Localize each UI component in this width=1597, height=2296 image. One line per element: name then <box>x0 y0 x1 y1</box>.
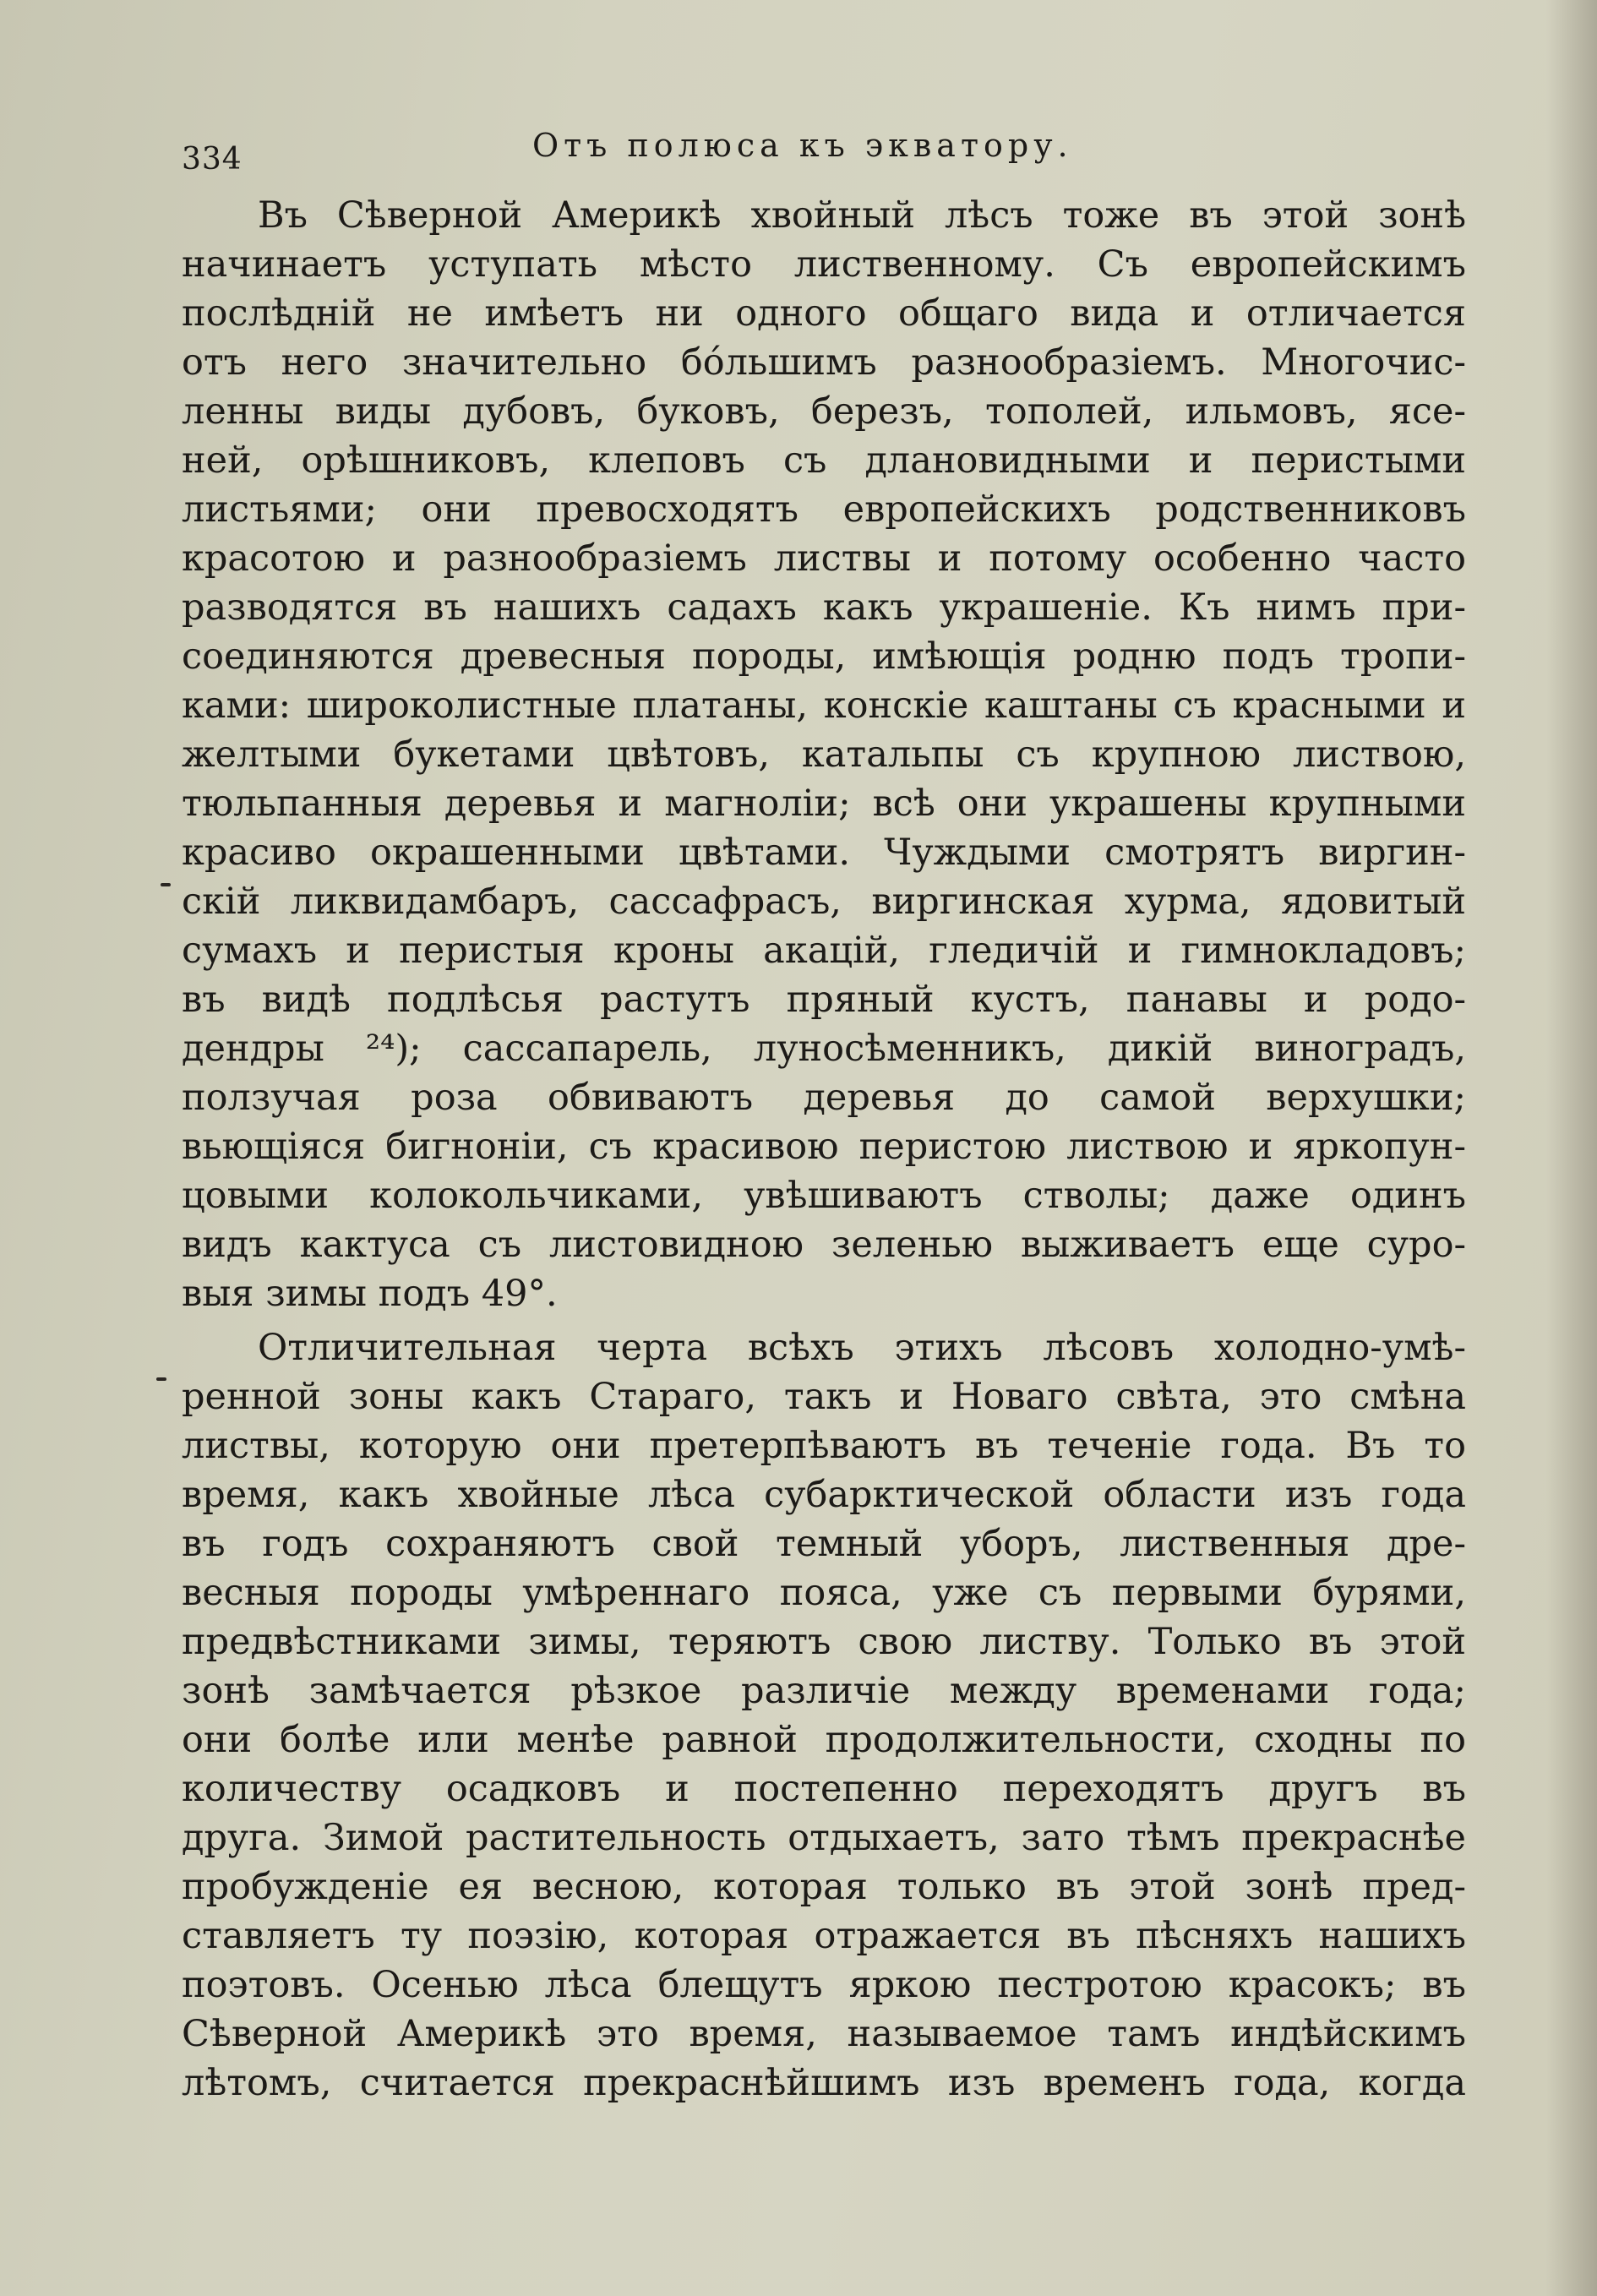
text-line: въ видѣ подлѣсья растутъ пряный кустъ, панавы и родо- <box>182 979 1466 1021</box>
text-line: видъ кактуса съ листовидною зеленью выживаетъ еще суро- <box>182 1224 1466 1266</box>
text-line: въ годъ сохраняютъ свой темный уборъ, лиственныя дре- <box>182 1523 1466 1565</box>
text-line: скій ликвидамбаръ, сассафрасъ, виргинская хурма, ядовитый <box>182 881 1466 923</box>
text-line: начинаетъ уступать мѣсто лиственному. Съ европейскимъ <box>182 243 1466 286</box>
body-text <box>182 191 1466 2108</box>
margin-mark <box>156 1377 166 1381</box>
text-line: сумахъ и перистыя кроны акацій, гледичій и гимнокладовъ; <box>182 930 1466 972</box>
running-head <box>173 127 1458 186</box>
text-line: послѣдній не имѣетъ ни одного общаго вида и отличается <box>182 292 1466 335</box>
text-line: поэтовъ. Осенью лѣса блещутъ яркою пестротою красокъ; въ <box>182 1964 1466 2006</box>
text-line: Отличительная черта всѣхъ этихъ лѣсовъ холодно-умѣ- <box>258 1327 1466 1369</box>
text-line: ками: широколистные платаны, конскіе каштаны съ красными и <box>182 684 1466 727</box>
text-line: пробужденіе ея весною, которая только въ этой зонѣ пред- <box>182 1866 1466 1908</box>
text-line: предвѣстниками зимы, теряютъ свою листву. Только въ этой <box>182 1621 1466 1663</box>
text-line: красотою и разнообразіемъ листвы и потому особенно часто <box>182 537 1466 580</box>
text-line: количеству осадковъ и постепенно переходятъ другъ въ <box>182 1768 1466 1810</box>
text-line: ленны виды дубовъ, буковъ, березъ, тополей, ильмовъ, ясе- <box>182 390 1466 433</box>
text-line: листвы, которую они претерпѣваютъ въ теченіе года. Въ то <box>182 1425 1466 1467</box>
text-line: Въ Сѣверной Америкѣ хвойный лѣсъ тоже въ этой зонѣ <box>258 194 1466 237</box>
text-line: время, какъ хвойные лѣса субарктической области изъ года <box>182 1474 1466 1516</box>
text-line: ней, орѣшниковъ, клеповъ съ длановидными и перистыми <box>182 439 1466 482</box>
running-title: Отъ полюса къ экватору. <box>532 127 1073 164</box>
text-line: дендры ²⁴); сассапарель, луносѣменникъ, дикій виноградъ, <box>182 1028 1466 1070</box>
margin-mark <box>161 883 171 886</box>
text-line: цовыми колокольчиками, увѣшиваютъ стволы; даже одинъ <box>182 1175 1466 1217</box>
text-line: выя зимы подъ 49°. <box>182 1273 558 1315</box>
text-line: желтыми букетами цвѣтовъ, катальпы съ крупною листвою, <box>182 734 1466 776</box>
page-number: 334 <box>182 142 243 177</box>
text-line: лѣтомъ, считается прекраснѣйшимъ изъ временъ года, когда <box>182 2062 1466 2104</box>
text-line: ренной зоны какъ Стараго, такъ и Новаго свѣта, это смѣна <box>182 1376 1466 1418</box>
text-line: тюльпанныя деревья и магноліи; всѣ они украшены крупными <box>182 783 1466 825</box>
text-line: весныя породы умѣреннаго пояса, уже съ первыми бурями, <box>182 1572 1466 1614</box>
text-line: отъ него значительно бóльшимъ разнообразіемъ. Многочис- <box>182 341 1466 384</box>
paragraph-1 <box>182 191 1466 1318</box>
text-line: ползучая роза обвиваютъ деревья до самой верхушки; <box>182 1077 1466 1119</box>
text-line: они болѣе или менѣе равной продолжительности, сходны по <box>182 1719 1466 1761</box>
text-line: зонѣ замѣчается рѣзкое различіе между временами года; <box>182 1670 1466 1712</box>
text-line: разводятся въ нашихъ садахъ какъ украшеніе. Къ нимъ при- <box>182 586 1466 629</box>
text-line: Сѣверной Америкѣ это время, называемое тамъ индѣйскимъ <box>182 2013 1466 2055</box>
text-line: ставляетъ ту поэзію, которая отражается въ пѣсняхъ нашихъ <box>182 1915 1466 1957</box>
text-line: красиво окрашенными цвѣтами. Чуждыми смотрятъ виргин- <box>182 832 1466 874</box>
text-line: соединяются древесныя породы, имѣющія родню подъ тропи- <box>182 635 1466 678</box>
text-line: друга. Зимой растительность отдыхаетъ, зато тѣмъ прекраснѣе <box>182 1817 1466 1859</box>
page-shadow-edge <box>1546 0 1597 2296</box>
text-line: вьющіяся бигноніи, съ красивою перистою листвою и яркопун- <box>182 1126 1466 1168</box>
paragraph-2 <box>182 1323 1466 2108</box>
text-line: листьями; они превосходятъ европейскихъ родственниковъ <box>182 488 1466 531</box>
